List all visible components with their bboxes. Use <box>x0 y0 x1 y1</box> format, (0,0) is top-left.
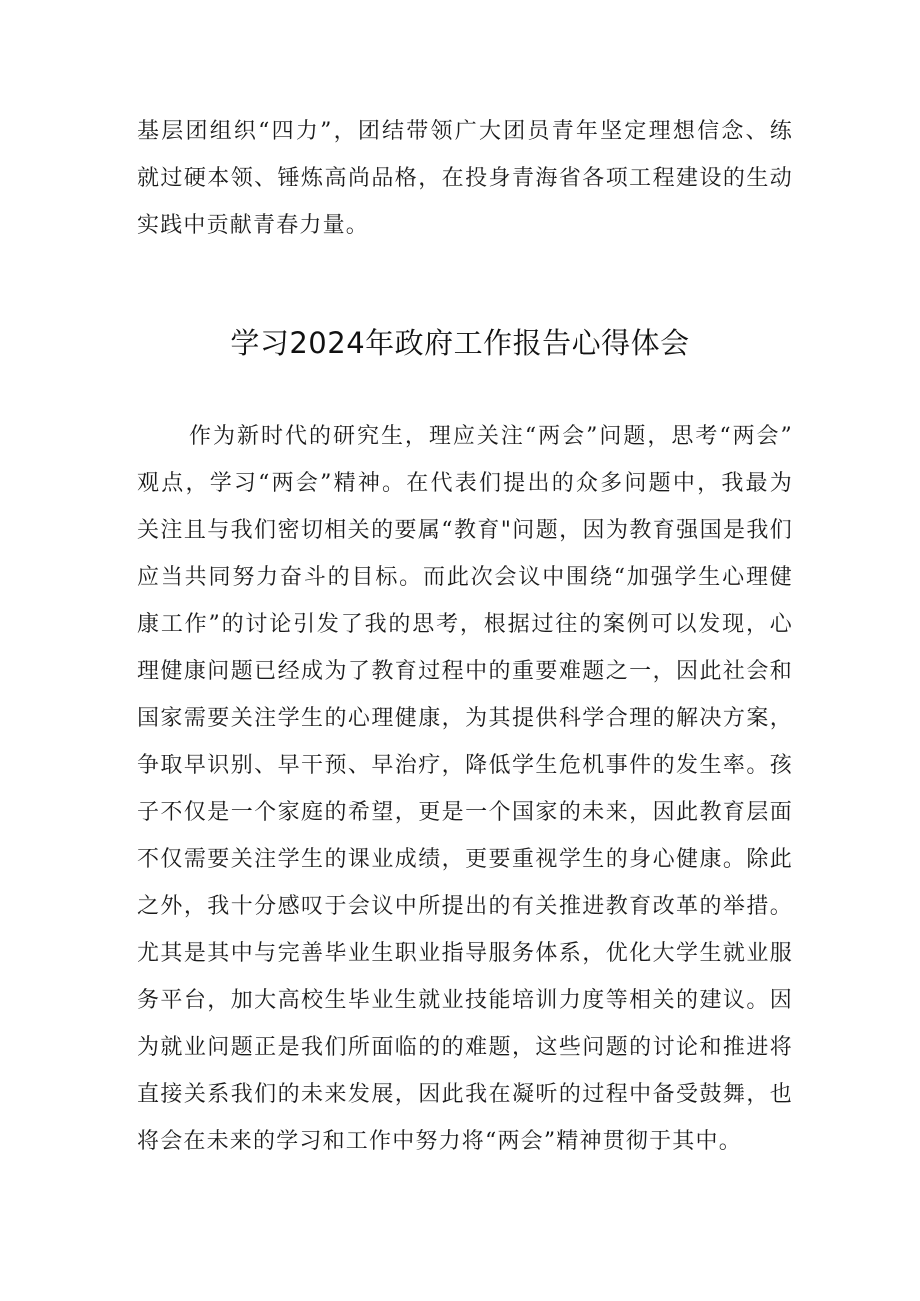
paragraph-line: 康工作”的讨论引发了我的思考，根据过往的案例可以发现，心 <box>137 612 793 637</box>
paragraph-line: 将会在未来的学习和工作中努力将“两会”精神贯彻于其中。 <box>137 1129 742 1154</box>
paragraph-line: 国家需要关注学生的心理健康，为其提供科学合理的解决方案， <box>137 706 793 731</box>
paragraph-line: 直接关系我们的未来发展，因此我在凝听的过程中备受鼓舞，也 <box>137 1082 793 1107</box>
paragraph-line: 理健康问题已经成为了教育过程中的重要难题之一，因此社会和 <box>137 659 793 684</box>
paragraph-line: 子不仅是一个家庭的希望，更是一个国家的未来，因此教育层面 <box>137 800 793 825</box>
paragraph-line: 务平台，加大高校生毕业生就业技能培训力度等相关的建议。因 <box>137 988 793 1013</box>
paragraph-line: 之外，我十分感叹于会议中所提出的有关推进教育改革的举措。 <box>137 894 793 919</box>
paragraph-line: 尤其是其中与完善毕业生职业指导服务体系，优化大学生就业服 <box>137 941 793 966</box>
paragraph-line: 基层团组织“四力”，团结带领广大团员青年坚定理想信念、练 <box>137 119 793 144</box>
paragraph-line: 实践中贡献青春力量。 <box>137 213 370 238</box>
paragraph-line: 应当共同努力奋斗的目标。而此次会议中围绕“加强学生心理健 <box>137 565 793 590</box>
paragraph-line: 争取早识别、早干预、早治疗，降低学生危机事件的发生率。孩 <box>137 753 793 778</box>
paragraph-line: 观点，学习“两会”精神。在代表们提出的众多问题中，我最为 <box>137 471 793 496</box>
paragraph-line: 作为新时代的研究生，理应关注“两会”问题，思考“两会” <box>189 424 793 449</box>
paragraph-line: 不仅需要关注学生的课业成绩，更要重视学生的身心健康。除此 <box>137 847 793 872</box>
paragraph-line: 关注且与我们密切相关的要属“教育"问题，因为教育强国是我们 <box>137 518 793 543</box>
document-title: 学习2024年政府工作报告心得体会 <box>230 326 690 360</box>
paragraph-line: 就过硬本领、锤炼高尚品格，在投身青海省各项工程建设的生动 <box>137 166 793 191</box>
paragraph-line: 为就业问题正是我们所面临的的难题，这些问题的讨论和推进将 <box>137 1035 793 1060</box>
